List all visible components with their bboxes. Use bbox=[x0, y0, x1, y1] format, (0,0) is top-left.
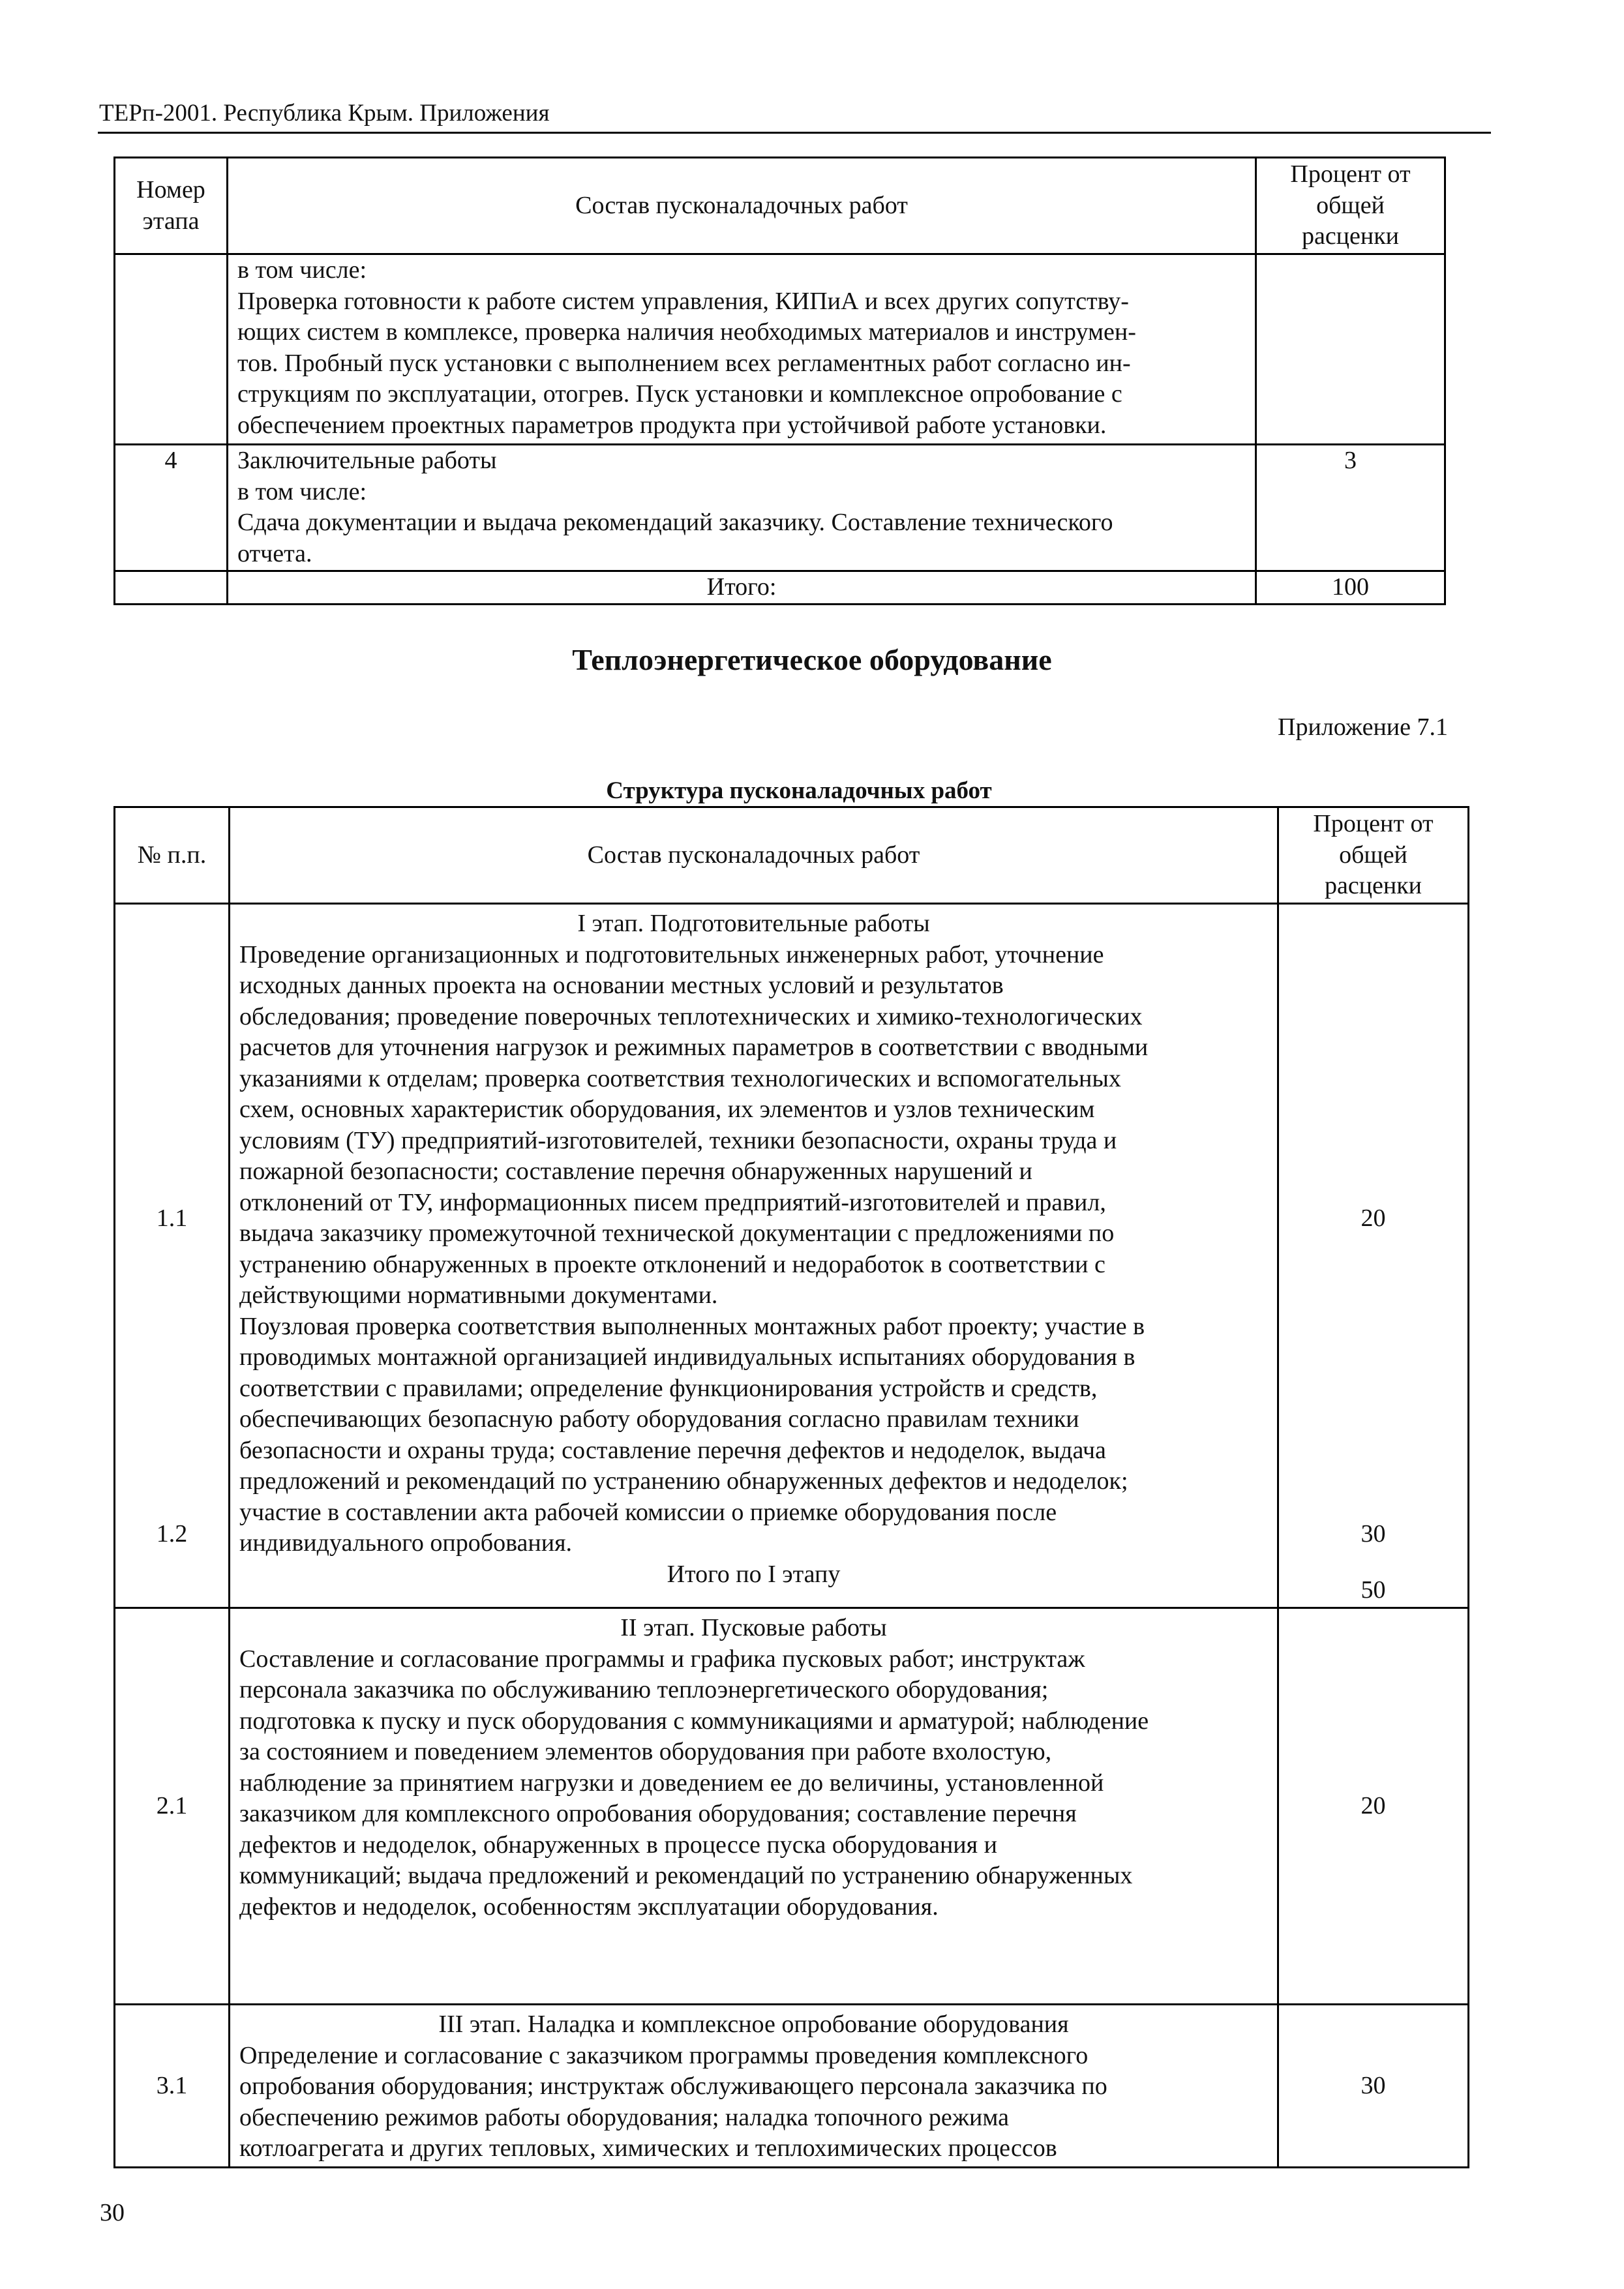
text-line: Заключительные работы bbox=[237, 447, 497, 474]
text-line: тов. Пробный пуск установки с выполнением всех регламентных работ согласно ин- bbox=[237, 349, 1131, 377]
phase-3-row bbox=[115, 2005, 1469, 2168]
text-line: струкциям по эксплуатации, отогрев. Пуск установки и комплексное опробование с bbox=[237, 380, 1122, 408]
item-number: 1.1 bbox=[156, 1204, 188, 1232]
text-line: безопасности и охраны труда; составление перечня дефектов и недоделок, выдача bbox=[239, 1436, 1106, 1464]
text-line: обследования; проведение поверочных теплотехнических и химико-технологических bbox=[239, 1002, 1143, 1030]
text-line: Поузловая проверка соответствия выполненных монтажных работ проекту; участие в bbox=[239, 1312, 1145, 1340]
percent-cell: 3 bbox=[1256, 445, 1445, 571]
table-caption: Структура пусконаладочных работ bbox=[606, 777, 992, 804]
text-line: отклонений от ТУ, информационных писем предприятий-изготовителей и правил, bbox=[239, 1188, 1106, 1216]
text-line: дефектов и недоделок, особенностям эксплуатации оборудования. bbox=[239, 1893, 939, 1921]
percent-cell: 30 bbox=[1278, 2005, 1469, 2168]
text-line: Определение и согласование с заказчиком программы проведения комплексного bbox=[239, 2041, 1089, 2069]
phase-title: II этап. Пусковые работы bbox=[620, 1614, 887, 1641]
text-line: индивидуального опробования. bbox=[239, 1529, 573, 1557]
percent-cell: 20 bbox=[1278, 1608, 1469, 2005]
stage-number-cell bbox=[115, 254, 228, 445]
percent-value: 20 bbox=[1361, 1204, 1386, 1232]
text-line: ющих систем в комплексе, проверка наличия необходимых материалов и инструмен- bbox=[237, 318, 1136, 346]
column-header-stage-number: Номер этапа bbox=[115, 158, 228, 254]
phase-1-row bbox=[115, 904, 1469, 1608]
work-description-cell bbox=[228, 254, 1256, 445]
text-line: предложений и рекомендаций по устранению обнаруженных дефектов и недоделок; bbox=[239, 1467, 1128, 1495]
stages-table bbox=[113, 157, 1446, 605]
text-line: указаниями к отделам; проверка соответствия технологических и вспомогательных bbox=[239, 1064, 1121, 1092]
column-header-work-composition: Состав пусконаладочных работ bbox=[230, 807, 1278, 904]
text-line: котлоагрегата и других тепловых, химических и теплохимических процессов bbox=[239, 2134, 1057, 2162]
phase-total-label: Итого по I этапу bbox=[667, 1560, 841, 1588]
text-line: устранению обнаруженных в проекте отклонений и недоработок в соответствии с bbox=[239, 1250, 1105, 1278]
text-line: опробования оборудования; инструктаж обслуживающего персонала заказчика по bbox=[239, 2072, 1107, 2100]
table-row bbox=[115, 445, 1445, 571]
percent-value: 30 bbox=[1361, 1520, 1386, 1548]
total-row bbox=[115, 571, 1445, 605]
total-value: 100 bbox=[1256, 571, 1445, 605]
running-header: ТЕРп-2001. Республика Крым. Приложения bbox=[99, 100, 550, 127]
percent-cell bbox=[1278, 904, 1469, 1608]
column-header-item-number: № п.п. bbox=[115, 807, 230, 904]
column-header-percent: Процент от общей расценки bbox=[1256, 158, 1445, 254]
phase-title: I этап. Подготовительные работы bbox=[577, 910, 930, 937]
text-line: коммуникаций; выдача предложений и рекомендаций по устранению обнаруженных bbox=[239, 1862, 1133, 1889]
text-line: условиям (ТУ) предприятий-изготовителей, техники безопасности, охраны труда и bbox=[239, 1126, 1117, 1154]
text-line: выдача заказчику промежуточной технической документации с предложениями по bbox=[239, 1219, 1115, 1247]
stage-number-cell: 4 bbox=[115, 445, 228, 571]
text-line: в том числе: bbox=[237, 256, 367, 284]
commissioning-structure-table bbox=[113, 806, 1469, 2168]
text-line: исходных данных проекта на основании местных условий и результатов bbox=[239, 972, 1004, 999]
text-line: расчетов для уточнения нагрузок и режимных параметров в соответствии с вводными bbox=[239, 1034, 1149, 1061]
column-header-work-composition: Состав пусконаладочных работ bbox=[228, 158, 1256, 254]
work-description-cell bbox=[230, 2005, 1278, 2168]
item-number-cell bbox=[115, 904, 230, 1608]
work-description-cell bbox=[228, 445, 1256, 571]
text-line: Сдача документации и выдача рекомендаций заказчику. Составление технического bbox=[237, 509, 1113, 536]
text-line: обеспечивающих безопасную работу оборудования согласно правилам техники bbox=[239, 1405, 1079, 1433]
table-header-row bbox=[115, 158, 1445, 254]
stage-number-cell bbox=[115, 571, 228, 605]
column-header-percent: Процент от общей расценки bbox=[1278, 807, 1469, 904]
text-line: обеспечению режимов работы оборудования; наладка топочного режима bbox=[239, 2103, 1009, 2131]
phase-2-row bbox=[115, 1608, 1469, 2005]
text-line: отчета. bbox=[237, 539, 312, 567]
table-row bbox=[115, 254, 1445, 445]
work-description-cell bbox=[230, 1608, 1278, 2005]
item-number: 1.2 bbox=[156, 1520, 188, 1548]
text-line: соответствии с правилами; определение функционирования устройств и средств, bbox=[239, 1374, 1098, 1402]
item-number-cell: 3.1 bbox=[115, 2005, 230, 2168]
appendix-label: Приложение 7.1 bbox=[1278, 713, 1448, 741]
text-line: подготовка к пуску и пуск оборудования с коммуникациями и арматурой; наблюдение bbox=[239, 1707, 1149, 1735]
text-line: Проведение организационных и подготовительных инженерных работ, уточнение bbox=[239, 940, 1104, 968]
text-line: пожарной безопасности; составление перечня обнаруженных нарушений и bbox=[239, 1158, 1032, 1185]
phase-total-value: 50 bbox=[1361, 1576, 1386, 1604]
text-line: схем, основных характеристик оборудования, их элементов и узлов техническим bbox=[239, 1096, 1095, 1123]
text-line: за состоянием и поведением элементов оборудования при работе вхолостую, bbox=[239, 1738, 1052, 1765]
section-heading: Теплоэнергетическое оборудование bbox=[572, 643, 1052, 676]
text-line: персонала заказчика по обслуживанию теплоэнергетического оборудования; bbox=[239, 1676, 1049, 1703]
text-line: Составление и согласование программы и графика пусковых работ; инструктаж bbox=[239, 1645, 1085, 1673]
text-line: в том числе: bbox=[237, 477, 367, 505]
text-line: действующими нормативными документами. bbox=[239, 1281, 718, 1309]
text-line: наблюдение за принятием нагрузки и доведением ее до величины, установленной bbox=[239, 1769, 1104, 1797]
percent-cell bbox=[1256, 254, 1445, 445]
total-label: Итого: bbox=[228, 571, 1256, 605]
text-line: заказчиком для комплексного опробования оборудования; составление перечня bbox=[239, 1800, 1077, 1827]
work-description-cell bbox=[230, 904, 1278, 1608]
page-number: 30 bbox=[100, 2199, 125, 2226]
text-line: обеспечением проектных параметров продукта при устойчивой работе установки. bbox=[237, 411, 1107, 439]
text-line: проводимых монтажной организацией индивидуальных испытаниях оборудования в bbox=[239, 1343, 1135, 1371]
text-line: участие в составлении акта рабочей комиссии о приемке оборудования после bbox=[239, 1498, 1057, 1526]
item-number-cell: 2.1 bbox=[115, 1608, 230, 2005]
table-header-row bbox=[115, 807, 1469, 904]
text-line: Проверка готовности к работе систем управления, КИПиА и всех других сопутству- bbox=[237, 287, 1129, 315]
header-rule bbox=[98, 132, 1491, 134]
text-line: дефектов и недоделок, обнаруженных в процессе пуска оборудования и bbox=[239, 1831, 997, 1859]
phase-title: III этап. Наладка и комплексное опробование оборудования bbox=[438, 2011, 1069, 2038]
